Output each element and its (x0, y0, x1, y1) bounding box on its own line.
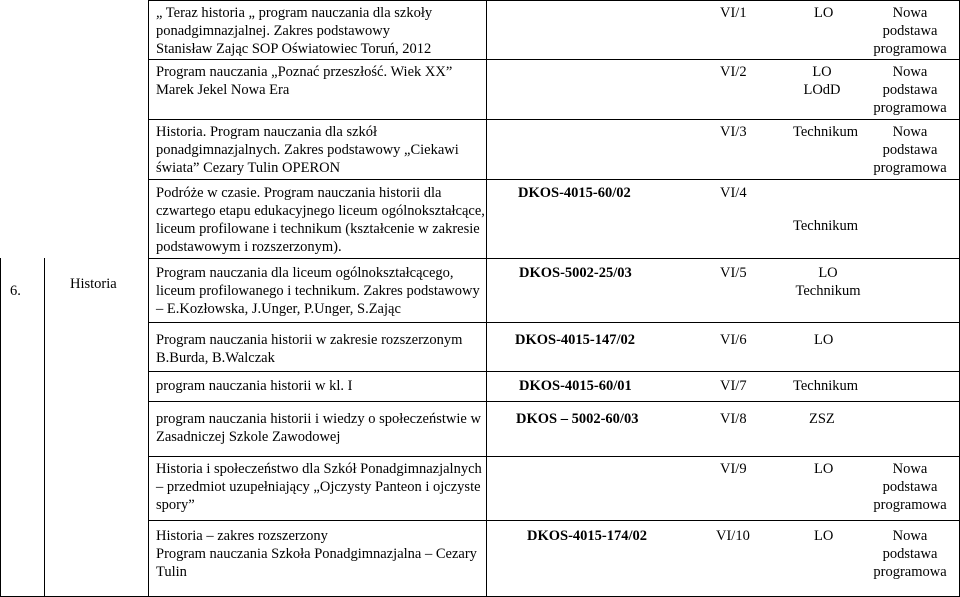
program-cell: Historia – zakres rozszerzony Program nauczania Szkoła Ponadgimnazjalna – Cezary Tulin (156, 528, 477, 580)
dkos-cell: DKOS-4015-174/02 (527, 528, 648, 544)
number-cell: VI/5 (720, 265, 747, 281)
subject-name: Historia (70, 276, 117, 292)
dkos-cell: DKOS – 5002-60/03 (516, 411, 639, 427)
number-cell: VI/7 (720, 378, 747, 394)
number-cell: VI/3 (720, 124, 747, 140)
school-cell: Technikum (793, 378, 859, 394)
school-cell: LO (814, 528, 834, 544)
status-cell: Nowa podstawa programowa (873, 5, 947, 57)
number-cell: VI/6 (720, 332, 747, 348)
program-cell: Historia i społeczeństwo dla Szkół Ponadgimnazjalnych – przedmiot uzupełniający „Ojczysty Panteon i ojczyste spory” (156, 461, 482, 513)
number-cell: VI/10 (716, 528, 750, 544)
row-number: 6. (10, 283, 21, 299)
number-cell: VI/2 (720, 64, 747, 80)
program-cell: Program nauczania historii w zakresie rozszerzonym B.Burda, B.Walczak (156, 332, 463, 366)
program-cell: program nauczania historii w kl. I (156, 378, 353, 394)
school-cell: LO (814, 5, 834, 21)
school-cell: LO (814, 332, 834, 348)
dkos-cell: DKOS-4015-147/02 (515, 332, 636, 348)
program-cell: Historia. Program nauczania dla szkół ponadgimnazjalnych. Zakres podstawowy „Ciekawi świata” Cezary Tulin OPERON (156, 124, 459, 176)
status-cell: Nowa podstawa programowa (873, 124, 947, 176)
school-cell: Technikum (793, 124, 859, 140)
program-cell: program nauczania historii i wiedzy o społeczeństwie w Zasadniczej Szkole Zawodowej (156, 411, 481, 445)
status-cell: Nowa podstawa programowa (873, 461, 947, 513)
number-cell: VI/8 (720, 411, 747, 427)
program-cell: „ Teraz historia „ program nauczania dla szkoły ponadgimnazjalnej. Zakres podstawowy Stanisław Zając SOP Oświatowiec Toruń, 2012 (156, 5, 433, 57)
dkos-cell: DKOS-4015-60/01 (519, 378, 632, 394)
school-cell: ZSZ (809, 411, 835, 427)
school-cell: LO (814, 461, 834, 477)
program-cell: Program nauczania „Poznać przeszłość. Wiek XX” Marek Jekel Nowa Era (156, 64, 453, 98)
number-cell: VI/9 (720, 461, 747, 477)
school-cell: LO Technikum (795, 265, 861, 299)
status-cell: Nowa podstawa programowa (873, 528, 947, 580)
school-cell: Technikum (793, 218, 859, 234)
status-cell: Nowa podstawa programowa (873, 64, 947, 116)
number-cell: VI/4 (720, 185, 747, 201)
school-cell: LO LOdD (803, 64, 841, 98)
program-cell: Podróże w czasie. Program nauczania historii dla czwartego etapu edukacyjnego liceum ogólnokształcące, liceum profilowane i technikum (kształcenie w zakresie podstawowym i rozszerzonym). (156, 185, 485, 255)
number-cell: VI/1 (720, 5, 747, 21)
dkos-cell: DKOS-4015-60/02 (518, 185, 631, 201)
program-cell: Program nauczania dla liceum ogólnokształcącego, liceum profilowanego i technikum. Zakres podstawowy – E.Kozłowska, J.Unger, P.Unger, S.Zając (156, 265, 480, 317)
dkos-cell: DKOS-5002-25/03 (519, 265, 632, 281)
